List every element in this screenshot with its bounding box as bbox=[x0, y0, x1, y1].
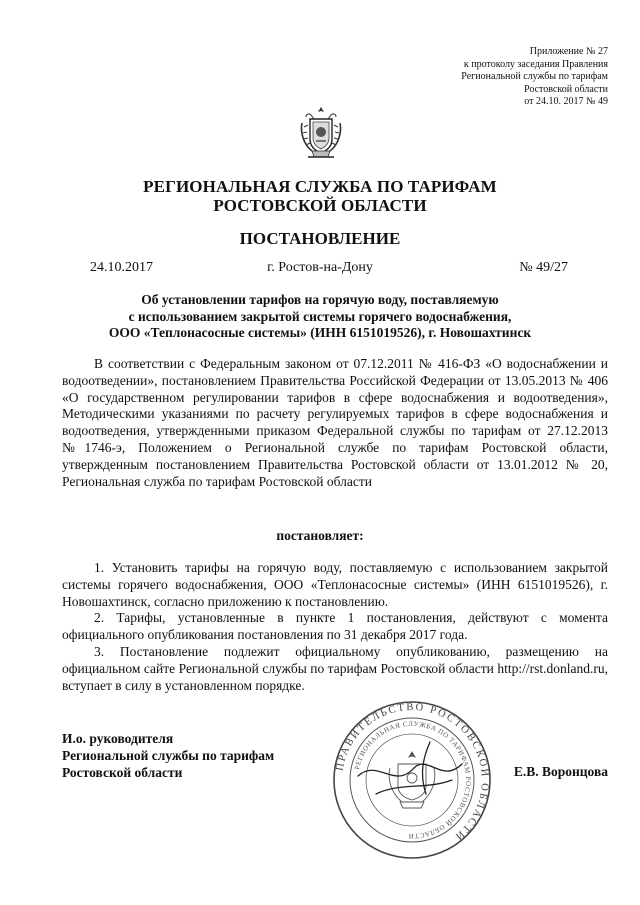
document-type-title: ПОСТАНОВЛЕНИЕ bbox=[239, 229, 401, 248]
attachment-line: Ростовской области bbox=[524, 83, 608, 95]
subject-line: ООО «Теплонасосные системы» (ИНН 6151019526), г. Новошахтинск bbox=[108, 325, 532, 340]
decree-items bbox=[62, 560, 608, 694]
attachment-line: к протоколу заседания Правления bbox=[463, 58, 608, 70]
decree-item: 1. Установить тарифы на горячую воду, поставляемую с использованием закрытой системы горячего водоснабжения, ООО «Теплонасосные системы» (ИНН 6151019526), г. Новошахтинск, согласно приложению к постановлению. bbox=[62, 560, 608, 609]
subject-line: с использованием закрытой системы горячего водоснабжения, bbox=[128, 308, 512, 324]
attachment-note bbox=[378, 46, 608, 109]
signatory-name: Е.В. Воронцова bbox=[513, 764, 608, 779]
agency-name-line-1: РЕГИОНАЛЬНАЯ СЛУЖБА ПО ТАРИФАМ bbox=[143, 177, 497, 196]
signatory-title-line: Ростовской области bbox=[62, 765, 183, 780]
decree-item: 2. Тарифы, установленные в пункте 1 постановления, действуют с момента официального опубликования постановления по 31 декабря 2017 года. bbox=[62, 610, 608, 643]
signatory-title-line: Региональной службы по тарифам bbox=[62, 748, 275, 763]
attachment-line: от 24.10. 2017 № 49 bbox=[524, 96, 608, 108]
document-subject bbox=[60, 292, 580, 342]
signatory-title-line: И.о. руководителя bbox=[62, 731, 174, 746]
svg-text:РЕГИОНАЛЬНАЯ СЛУЖБА ПО ТАРИФАМ: РЕГИОНАЛЬНАЯ СЛУЖБА ПО ТАРИФАМ РОСТОВСКОЙ ОБЛАСТИ bbox=[353, 719, 473, 841]
attachment-line: Региональной службы по тарифам bbox=[461, 71, 608, 83]
decree-heading: постановляет: bbox=[276, 528, 364, 543]
document-city: г. Ростов-на-Дону bbox=[267, 260, 373, 275]
decree-item: 3. Постановление подлежит официальному опубликованию, размещению на официальном сайте Региональной службы по тарифам Ростовской области http://rst.donland.ru, вступает в силу в установленном порядке. bbox=[62, 643, 608, 693]
document-number: № 49/27 bbox=[519, 260, 568, 275]
intro-paragraph: В соответствии с Федеральным законом от 07.12.2011 № 416-ФЗ «О водоснабжении и водоотведении», постановлением Правительства Российской Федерации от 13.05.2013 № 406 «О государственном регулировании тарифов в сфере водоснабжения и водоотведения», Методическими указаниями по расчету регулируемых тарифов в сфере водоснабжения и водоотведения, утвержденными приказом Федеральной службы по тарифам от 27.12.2013 №1746-э, Положением о Региональной службе по тарифам Ростовской области, утвержденным постановлением Правительства Ростовской области от 13.01.2012 № 20, Региональная служба по тарифам Ростовской области bbox=[62, 356, 608, 489]
attachment-line: Приложение № 27 bbox=[529, 46, 608, 57]
document-date: 24.10.2017 bbox=[90, 260, 153, 275]
agency-name-line-2: РОСТОВСКОЙ ОБЛАСТИ bbox=[213, 196, 427, 215]
subject-line: Об установлении тарифов на горячую воду, поставляемую bbox=[141, 292, 499, 307]
svg-text:ПРАВИТЕЛЬСТВО РОСТОВСКОЙ ОБЛАС: ПРАВИТЕЛЬСТВО РОСТОВСКОЙ ОБЛАСТИ bbox=[334, 701, 491, 843]
coat-of-arms-icon bbox=[298, 105, 344, 163]
signatory-title bbox=[62, 730, 274, 781]
official-stamp-icon bbox=[330, 698, 494, 862]
